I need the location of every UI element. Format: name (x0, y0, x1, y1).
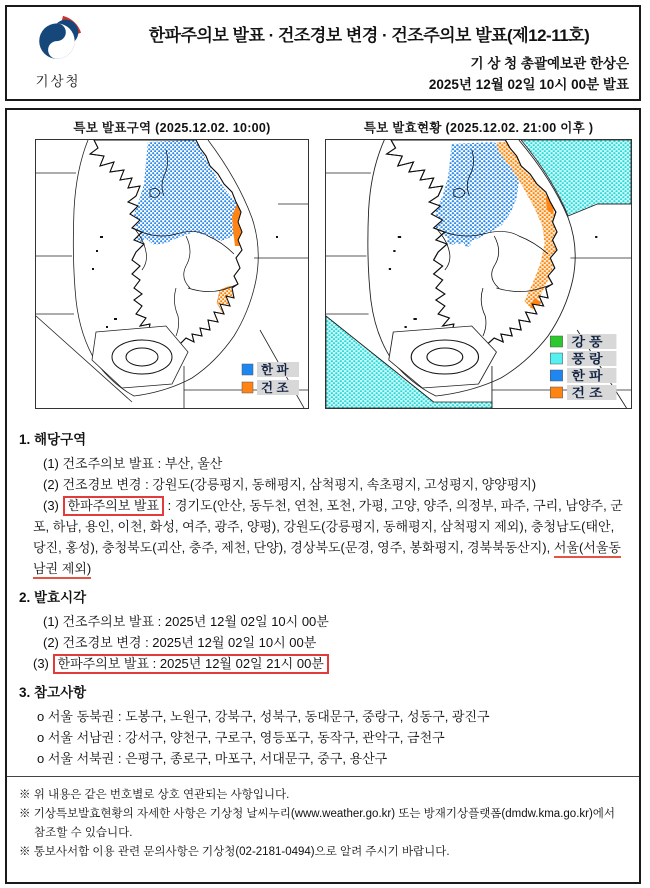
section-effective-times (17, 587, 629, 674)
section-notes (17, 682, 629, 769)
issuer-block (429, 53, 629, 95)
issue-datetime: 2025년 12월 02일 10시 00분 발표 (428, 77, 629, 92)
legend-label-highseas: 풍 랑 (571, 351, 603, 366)
footer-note-2: ※ 기상특보발효현황의 자세한 사항은 기상청 날씨누리(www.weather.go.kr) 또는 방재기상플랫폼(dmdw.kma.go.kr)에서 참조할 수 있습니다. (19, 808, 616, 839)
section1-heading: 1. 해당구역 (19, 432, 87, 447)
coldwave-advisory-highlight: 한파주의보 발표 (63, 496, 165, 516)
seoul-northeast-districts: o 서울 동북권 : 도봉구, 노원구, 강북구, 성북구, 동대문구, 중랑구, 성동구, 광진구 (37, 709, 490, 724)
seoul-exclusion-underline: 서울(서울동남권 제외) (33, 540, 621, 579)
section1-item3: (3) 한파주의보 발표 : 경기도(안산, 동두천, 연천, 포천, 가평, 고양, 양주, 의정부, 파주, 구리, 남양주, 군포, 하남, 용인, 이천, 화성, 여주, 광주, 양평), 강원도(강릉평지, 동해평지, 삼척평지 제외), 충청남도(태안, 당진, 홍성), 충청북도(괴산, 충주, 제천, 단양), 경상북도(문경, 영주, 봉화평지, 경북북동산지), 서울(서울동남권 제외) (17, 495, 629, 579)
footer-note-3: ※ 통보사서함 이용 관련 문의사항은 기상청(02-2181-0494)으로 알려 주시기 바랍니다. (19, 846, 450, 858)
document-title: 한파주의보 발표 · 건조경보 변경 · 건조주의보 발표(제12-11호) (148, 26, 590, 45)
section2-item2: (2) 건조경보 변경 : 2025년 12월 02일 10시 00분 (43, 635, 317, 650)
section2-heading: 2. 발효시각 (19, 590, 87, 605)
right-map (325, 139, 632, 409)
header-box (5, 5, 641, 101)
footer-note-1: ※ 위 내용은 같은 번호별로 상호 연관되는 사항입니다. (19, 789, 290, 801)
section3-heading: 3. 참고사항 (19, 685, 87, 700)
kma-taegeuk-icon (34, 15, 82, 63)
section1-item1: (1) 건조주의보 발표 : 부산, 울산 (43, 456, 223, 471)
section2-item1: (1) 건조주의보 발표 : 2025년 12월 02일 10시 00분 (43, 614, 329, 629)
legend-label-dry: 건 조 (571, 385, 603, 400)
kma-logo (23, 15, 93, 90)
section-areas (17, 429, 629, 579)
coldwave-time-highlight: 한파주의보 발표 : 2025년 12월 02일 21시 00분 (53, 654, 329, 674)
left-map (35, 139, 309, 409)
seoul-northwest-districts: o 서울 서북권 : 은평구, 종로구, 마포구, 서대문구, 중구, 용산구 (37, 751, 388, 766)
legend-label-coldwave: 한 파 (261, 363, 289, 377)
seoul-southwest-districts: o 서울 서남권 : 강서구, 양천구, 구로구, 영등포구, 동작구, 관악구, 금천구 (37, 730, 445, 745)
section2-item3: (3) 한파주의보 발표 : 2025년 12월 02일 21시 00분 (17, 653, 629, 674)
footer-notes (7, 776, 639, 882)
body-sections (7, 409, 639, 769)
section1-item2: (2) 건조경보 변경 : 강원도(강릉평지, 동해평지, 삼척평지, 속초평지, 고성평지, 양양평지) (43, 477, 537, 492)
legend-label-coldwave: 한 파 (571, 368, 603, 383)
map-effective-status (325, 118, 632, 409)
map-announced-areas (35, 118, 309, 409)
legend-label-strongwind: 강 풍 (571, 334, 603, 349)
maps-row (7, 110, 639, 409)
agency-name: 기상청 (35, 74, 81, 89)
content-box (5, 108, 641, 884)
issuer-name: 기 상 청 총괄예보관 한상은 (470, 56, 629, 71)
right-map-title: 특보 발효현황 (2025.12.02. 21:00 이후 ) (363, 121, 594, 135)
left-map-title: 특보 발표구역 (2025.12.02. 10:00) (73, 121, 271, 135)
legend-label-dry: 건 조 (261, 381, 289, 395)
